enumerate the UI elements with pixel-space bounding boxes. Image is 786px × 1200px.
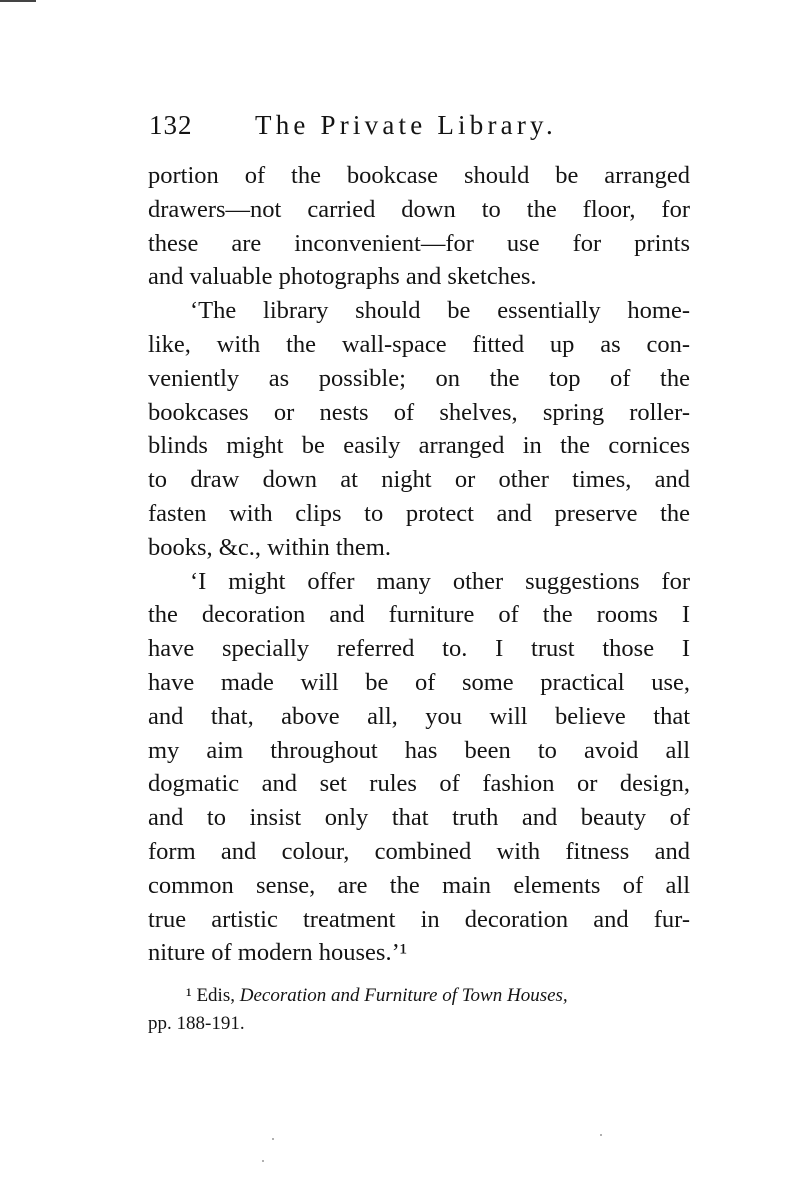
text-line: my aim throughout has been to avoid all bbox=[148, 736, 690, 764]
text-line: dogmatic and set rules of fashion or design, bbox=[148, 770, 690, 798]
text-line: have specially referred to. I trust those I bbox=[148, 635, 690, 663]
footnote-pages: pp. 188-191. bbox=[148, 1013, 245, 1034]
text-line: drawers—not carried down to the floor, for bbox=[148, 195, 690, 223]
footnote-author: Edis, bbox=[196, 985, 235, 1006]
page-header bbox=[149, 110, 689, 150]
footnote-work-title: Decoration and Furniture of Town Houses, bbox=[239, 985, 568, 1006]
text-line: these are inconvenient—for use for prints bbox=[148, 229, 690, 257]
footnote-line bbox=[148, 1010, 688, 1038]
page-number: 132 bbox=[149, 110, 193, 140]
text-line: and that, above all, you will believe that bbox=[148, 702, 690, 730]
scan-speck bbox=[600, 1134, 602, 1136]
text-line: like, with the wall-space fitted up as con- bbox=[148, 330, 690, 358]
footnote-line bbox=[148, 982, 688, 1010]
scan-speck bbox=[262, 1160, 264, 1162]
footnote bbox=[148, 982, 688, 1038]
text-line: and valuable photographs and sketches. bbox=[148, 263, 537, 291]
text-line: true artistic treatment in decoration and fur- bbox=[148, 905, 690, 933]
text-line: bookcases or nests of shelves, spring roller- bbox=[148, 398, 690, 426]
text-line: ‘The library should be essentially home- bbox=[190, 297, 690, 325]
text-line: fasten with clips to protect and preserve the bbox=[148, 499, 690, 527]
text-line: and to insist only that truth and beauty of bbox=[148, 804, 690, 832]
text-line: the decoration and furniture of the rooms I bbox=[148, 601, 690, 629]
text-line: veniently as possible; on the top of the bbox=[148, 364, 690, 392]
text-line: common sense, are the main elements of all bbox=[148, 871, 690, 899]
text-line: books, &c., within them. bbox=[148, 533, 391, 561]
text-line: form and colour, combined with fitness and bbox=[148, 837, 690, 865]
text-line: niture of modern houses.’¹ bbox=[148, 939, 408, 967]
text-line: to draw down at night or other times, and bbox=[148, 466, 690, 494]
body-text bbox=[148, 159, 690, 970]
scan-edge-mark bbox=[0, 0, 36, 2]
text-line: blinds might be easily arranged in the cornices bbox=[148, 432, 690, 460]
text-line: have made will be of some practical use, bbox=[148, 668, 690, 696]
text-line: portion of the bookcase should be arranged bbox=[148, 162, 690, 189]
scan-speck bbox=[272, 1138, 274, 1140]
text-line: ‘I might offer many other suggestions for bbox=[190, 567, 690, 595]
footnote-marker: ¹ bbox=[186, 985, 192, 1006]
running-title: The Private Library. bbox=[255, 110, 557, 140]
